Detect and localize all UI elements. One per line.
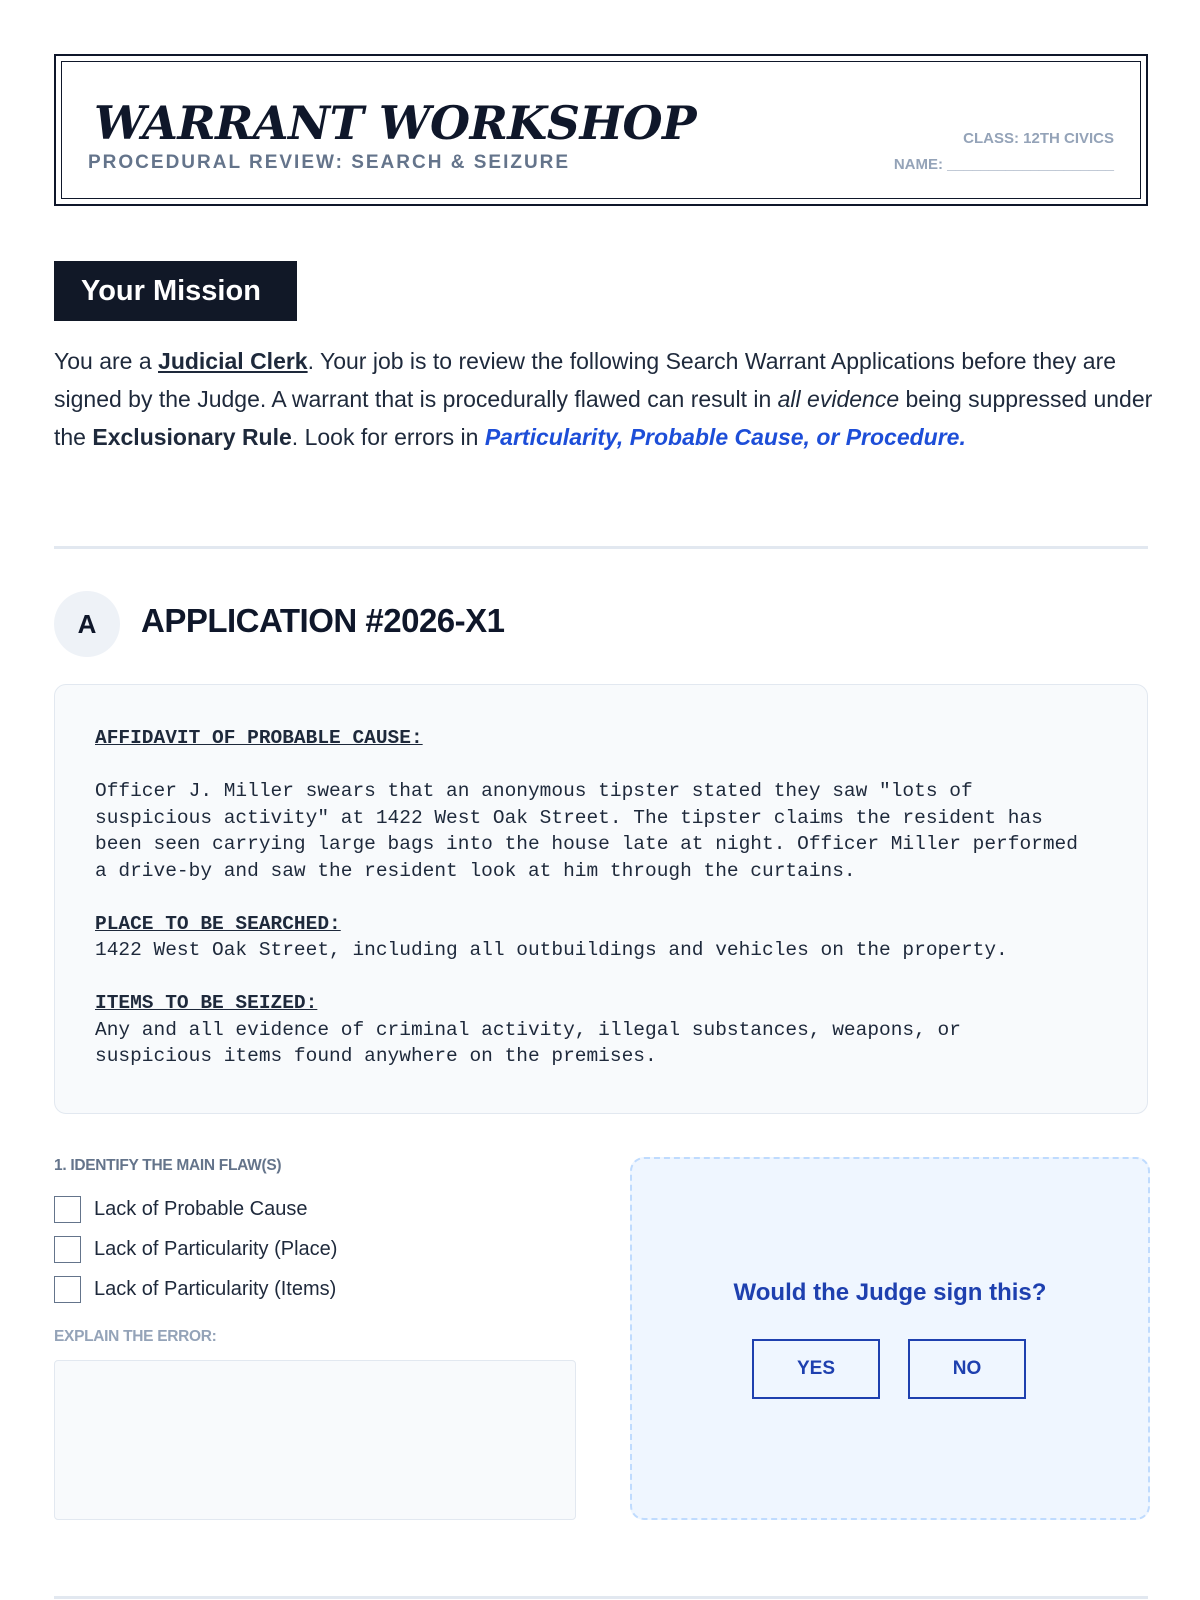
yes-button[interactable]: YES (752, 1339, 880, 1399)
mission-text-part: . Your job is to review the following Search Warrant Applications before they are signed by the Judge. A warrant that is procedurally flawed can result in (54, 348, 1117, 412)
affidavit-panel (54, 684, 1148, 1114)
checkbox[interactable] (54, 1236, 81, 1263)
section-divider (54, 546, 1148, 549)
application-title: APPLICATION #2026-X1 (141, 602, 505, 639)
items-heading: ITEMS TO BE SEIZED: (95, 992, 318, 1014)
name-field: NAME: ____________________ (893, 156, 1114, 173)
option-probable-cause[interactable] (54, 1195, 307, 1223)
header-inner-frame (61, 61, 1141, 199)
spacer (95, 884, 1107, 911)
affidavit-line: Officer J. Miller swears that an anonymous tipster stated they saw "lots of (95, 780, 973, 802)
no-button[interactable]: NO (908, 1339, 1026, 1399)
explain-label: EXPLAIN THE ERROR: (54, 1328, 217, 1345)
judge-decision-panel (630, 1157, 1150, 1520)
mission-focus: Particularity, Probable Cause, or Procedure. (484, 424, 966, 450)
option-label: Lack of Particularity (Place) (94, 1237, 338, 1260)
affidavit-line: suspicious activity" at 1422 West Oak Street. The tipster claims the resident has (95, 806, 1043, 829)
checkbox[interactable] (54, 1196, 81, 1223)
mission-text-part: . Look for errors in (291, 424, 485, 450)
affidavit-line: a drive-by and saw the resident look at him through the curtains. (95, 859, 856, 882)
place-heading: PLACE TO BE SEARCHED: (95, 912, 341, 935)
mission-rule: Exclusionary Rule (92, 424, 292, 450)
mission-text-part: being suppressed under the (54, 386, 1153, 450)
mission-emphasis: all evidence (777, 386, 900, 412)
application-badge: A (54, 591, 120, 657)
header-frame (54, 54, 1148, 206)
explain-textarea[interactable] (54, 1360, 576, 1520)
place-text: 1422 West Oak Street, including all outbuildings and vehicles on the property. (95, 939, 1008, 961)
option-label: Lack of Probable Cause (94, 1197, 308, 1220)
items-line: suspicious items found anywhere on the premises. (95, 1045, 657, 1067)
flaw-question-label: 1. IDENTIFY THE MAIN FLAW(S) (54, 1157, 282, 1174)
mission-heading: Your Mission (54, 261, 297, 321)
option-particularity-place[interactable] (54, 1235, 337, 1263)
class-label: CLASS: 12TH CIVICS (963, 130, 1114, 147)
mission-text (54, 342, 1154, 456)
affidavit-line: been seen carrying large bags into the house late at night. Officer Miller performed (95, 833, 1078, 855)
items-line: Any and all evidence of criminal activity, illegal substances, weapons, or (95, 1018, 961, 1041)
judge-question: Would the Judge sign this? (733, 1279, 1047, 1306)
checkbox[interactable] (54, 1276, 81, 1303)
spacer (95, 752, 1107, 779)
page-subtitle: PROCEDURAL REVIEW: SEARCH & SEIZURE (88, 152, 571, 173)
spacer (95, 964, 1107, 991)
affidavit-heading: AFFIDAVIT OF PROBABLE CAUSE: (95, 727, 423, 749)
mission-text-part: You are a (54, 348, 159, 374)
option-particularity-items[interactable] (54, 1275, 336, 1303)
page-title: WARRANT WORKSHOP (94, 96, 697, 150)
section-divider (54, 1596, 1148, 1599)
option-label: Lack of Particularity (Items) (94, 1277, 337, 1300)
mission-role: Judicial Clerk (158, 348, 308, 374)
